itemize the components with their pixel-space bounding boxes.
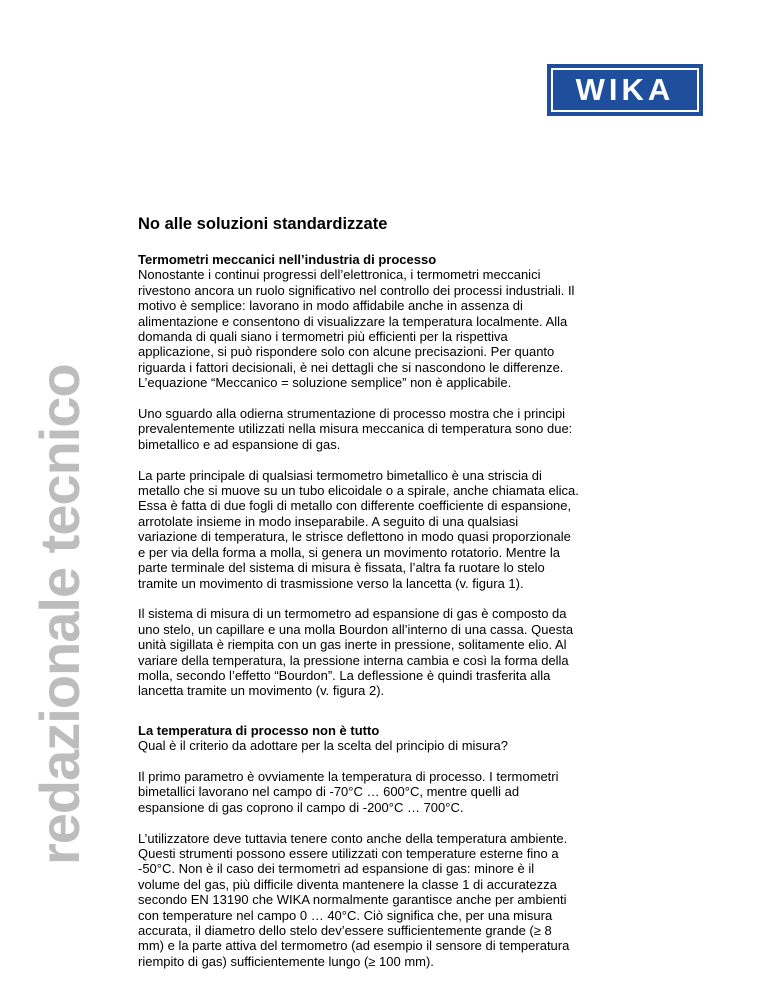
section-heading: La temperatura di processo non è tutto — [138, 722, 380, 738]
wika-logo-text: WIKA — [551, 68, 699, 112]
page-title: No alle soluzioni standardizzate — [138, 215, 388, 233]
paragraph: L’utilizzatore deve tuttavia tenere conto anche della temperatura ambiente. Questi strumenti possono essere utilizzati con temperature esterne fino a -50°C. Non è il caso dei termometri ad espansione di gas: minore è il volume del gas, più difficile diventa mantenere la classe 1 di accuratezza secondo EN 13190 che WIKA normalmente garantisce anche per ambienti con temperature nel campo 0 … 40°C. Ciò significa che, per una misura accurata, il diametro dello stelo dev’essere sufficientemente grande (≥ 8 mm) e la parte attiva del termometro (ad esempio il sensore di temperatura riempito di gas) sufficientemente lungo (≥ 100 mm). — [138, 830, 570, 969]
article — [138, 214, 658, 985]
paragraph: La parte principale di qualsiasi termometro bimetallico è una striscia di metallo che si muove su un tubo elicoidale o a spirale, anche chiamata elica. Essa è fatta di due fogli di metallo con differente coefficiente di espansione, arrotolate insieme in modo inseparabile. A seguito di una qualsiasi variazione di temperatura, le strisce deflettono in modo quasi proporzionale e per via della forma a molla, si genera un movimento rotatorio. Mentre la parte terminale del sistema di misura è fissata, l’altra fa ruotare lo stelo tramite un movimento di trasmissione verso la lancetta (v. figura 1). — [138, 467, 579, 591]
paragraph: Il sistema di misura di un termometro ad espansione di gas è composto da uno stelo, un capillare e una molla Bourdon all’interno di una cassa. Questa unità sigillata è riempita con un gas inerte in pressione, solitamente elio. Al variare della temperatura, la pressione interna cambia e così la forma della molla, secondo l’effetto “Bourdon”. La deflessione è quindi trasferita alla lancetta tramite un movimento (v. figura 2). — [138, 606, 574, 699]
wika-logo — [547, 64, 703, 116]
paragraph: Il primo parametro è ovviamente la temperatura di processo. I termometri bimetallici lavorano nel campo di -70°C … 600°C, mentre quelli ad espansione di gas coprono il campo di -200°C … 700°C. — [138, 768, 559, 815]
side-title: redazionale tecnico — [28, 364, 91, 865]
section-heading: Termometri meccanici nell’industria di processo — [138, 252, 437, 267]
paragraph: Uno sguardo alla odierna strumentazione di processo mostra che i principi prevalentemente utilizzati nella misura meccanica di temperatura sono due: bimetallico e ad espansione di gas. — [138, 406, 573, 452]
paragraph: Nonostante i continui progressi dell’elettronica, i termometri meccanici rivestono ancora un ruolo significativo nel controllo dei processi industriali. Il motivo è semplice: lavorano in modo affidabile anche in assenza di alimentazione e consentono di visualizzare la temperatura localmente. Alla domanda di quali siano i termometri più efficienti per la rispettiva applicazione, si può rispondere solo con alcune precisazioni. Per quanto riguarda i fattori decisionali, è nei dettagli che si nascondono le differenze. L’equazione “Meccanico = soluzione semplice” non è applicabile. — [138, 267, 575, 391]
paragraph: Qual è il criterio da adottare per la scelta del principio di misura? — [138, 738, 508, 754]
